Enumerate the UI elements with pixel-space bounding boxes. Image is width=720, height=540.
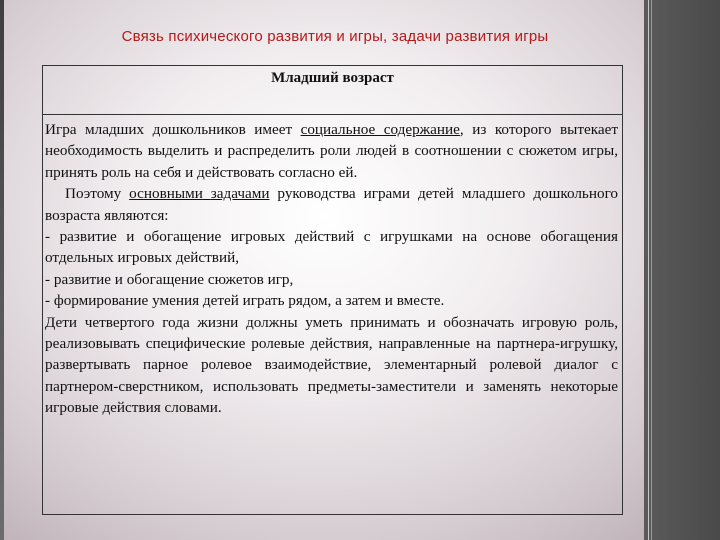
paragraph-social-content — [45, 119, 618, 183]
right-bar-rule — [651, 0, 652, 540]
paragraph-main-tasks — [45, 183, 618, 226]
table-body — [43, 115, 622, 419]
text-span: Игра младших дошкольников имеет — [45, 121, 301, 138]
list-item: - развитие и обогащение сюжетов игр, — [45, 270, 294, 288]
left-edge-strip — [0, 0, 4, 540]
content-table — [42, 65, 623, 515]
list-item: - формирование умения детей играть рядом, а затем и вместе. — [45, 292, 445, 310]
underlined-term: задачами — [210, 185, 270, 203]
text-span: , из которого вытекает необходимость выделить и распределить роли людей в соотношении с сюжетом игры, принять роль на себя и действовать согласно ей. — [45, 121, 618, 181]
text-span: Поэтому — [65, 185, 130, 203]
underlined-space — [203, 185, 211, 202]
slide-title: Связь психического развития и игры, задачи развития игры — [121, 28, 549, 45]
underlined-term: социальное содержание — [300, 121, 460, 138]
text-span: руководства играми детей младшего дошкольного возраста являются: — [45, 185, 619, 224]
right-decorative-bar — [644, 0, 720, 540]
right-bar-rule — [648, 0, 649, 540]
table-header: Младший возраст — [43, 66, 622, 115]
underlined-term: основными — [129, 185, 203, 203]
paragraph-fourth-year: Дети четвертого года жизни должны уметь принимать и обозначать игровую роль, реализовывать специфические ролевые действия, направленные на партнера-игрушку, развертывать парное ролевое взаимодействие, элементарный ролевой диалог с партнером-сверстником, использовать предметы-заместители и заменять некоторые игровые действия словами. — [45, 313, 618, 417]
list-item: - развитие и обогащение игровых действий с игрушками на основе обогащения отдельных игровых действий, — [45, 228, 618, 267]
